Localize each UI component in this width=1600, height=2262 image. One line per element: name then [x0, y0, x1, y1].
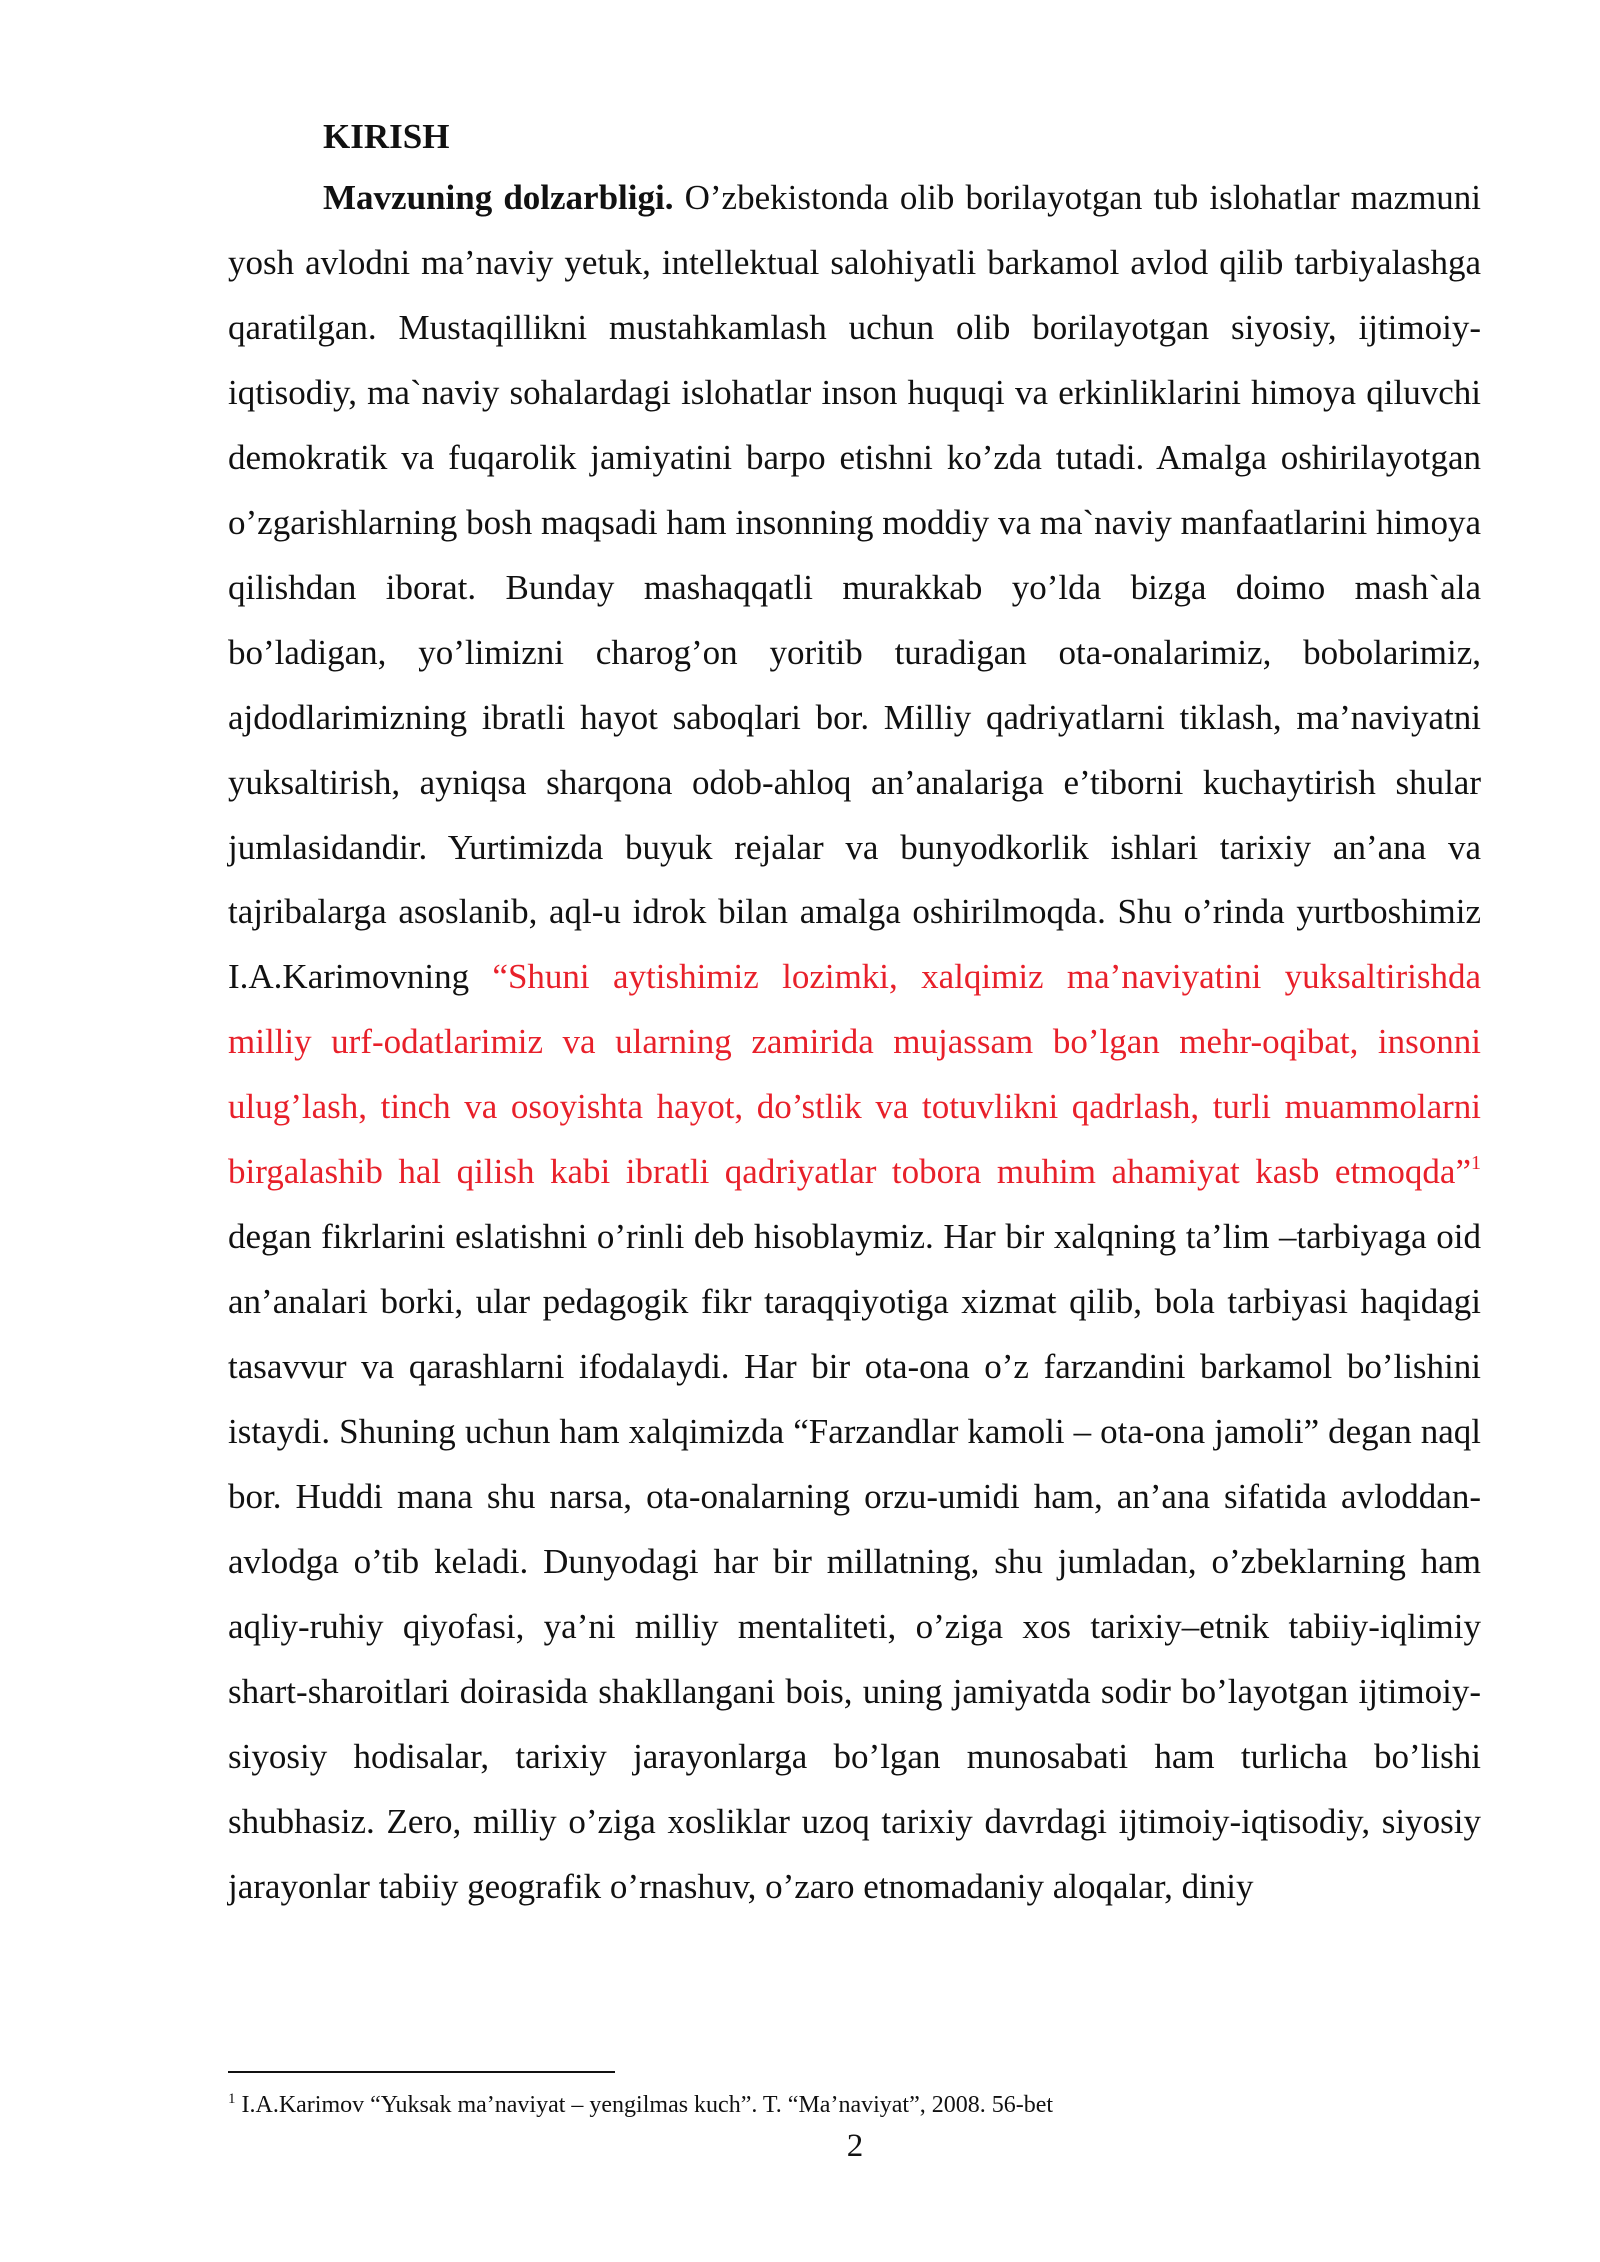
- paragraph-text-part-1: O’zbekistonda olib borilayotgan tub islohatlar mazmuni yosh avlodni ma’naviy yetuk, intellektual salohiyatli barkamol avlod qilib tarbiyalashga qaratilgan. Mustaqillikni mustahkamlash uchun olib borilayotgan siyosiy, ijtimoiy-iqtisodiy, ma`naviy sohalardagi islohatlar inson huquqi va erkinliklarini himoya qiluvchi demokratik va fuqarolik jamiyatini barpo etishni ko’zda tutadi. Amalga oshirilayotgan o’zgarishlarning bosh maqsadi ham insonning moddiy va ma`naviy manfaatlarini himoya qilishdan iborat. Bunday mashaqqatli murakkab yo’lda bizga doimo mash`ala bo’ladigan, yo’limizni charog’on yoritib turadigan ota-onalarimiz, bobolarimiz, ajdodlarimizning ibratli hayot saboqlari bor. Milliy qadriyatlarni tiklash, ma’naviyatni yuksaltirish, ayniqsa sharqona odob-ahloq an’analariga e’tiborni kuchaytirish shular jumlasidandir. Yurtimizda buyuk rejalar va bunyodkorlik ishlari tarixiy an’ana va tajribalarga asoslanib, aql-u idrok bilan amalga oshirilmoqda. Shu o’rinda yurtboshimiz I.A.Karimovning: [228, 178, 1481, 997]
- section-heading: KIRISH: [323, 117, 450, 156]
- footnote: [228, 2089, 1481, 2121]
- paragraph-text-part-2: degan fikrlarini eslatishni o’rinli deb hisoblaymiz. Har bir xalqning ta’lim –tarbiyaga oid an’analari borki, ular pedagogik fikr taraqqiyotiga xizmat qilib, bola tarbiyasi haqidagi tasavvur va qarashlarni ifodalaydi. Har bir ota-ona o’z farzandini barkamol bo’lishini istaydi. Shuning uchun ham xalqimizda “Farzandlar kamoli – ota-ona jamoli” degan naql bor. Huddi mana shu narsa, ota-onalarning orzu-umidi ham, an’ana sifatida avloddan-avlodga o’tib keladi. Dunyodagi har bir millatning, shu jumladan, o’zbeklarning ham aqliy-ruhiy qiyofasi, ya’ni milliy mentaliteti, o’ziga xos tarixiy–etnik tabiiy-iqlimiy shart-sharoitlari doirasida shakllangani bois, uning jamiyatda sodir bo’layotgan ijtimoiy-siyosiy hodisalar, tarixiy jarayonlarga bo’lgan munosabati ham turlicha bo’lishi shubhasiz. Zero, milliy o’ziga xosliklar uzoq tarixiy davrdagi ijtimoiy-iqtisodiy, siyosiy jarayonlar tabiiy geografik o’rnashuv, o’zaro etnomadaniy aloqalar, diniy: [228, 1217, 1481, 1906]
- page-number: 2: [846, 2128, 864, 2164]
- lead-term: Mavzuning dolzarbligi.: [323, 178, 674, 217]
- footnote-number: 1: [228, 2091, 236, 2107]
- footnote-reference[interactable]: 1: [1471, 1152, 1481, 1175]
- footnote-text: I.A.Karimov “Yuksak ma’naviyat – yengilmas kuch”. T. “Ma’naviyat”, 2008. 56-bet: [235, 2092, 1054, 2118]
- highlighted-quote: “Shuni aytishimiz lozimki, xalqimiz ma’naviyatini yuksaltirishda milliy urf-odatlarimiz va ularning zamirida mujassam bo’lgan mehr-oqibat, insonni ulug’lash, tinch va osoyishta hayot, do’stlik va totuvlikni qadrlash, turli muammolarni birgalashib hal qilish kabi ibratli qadriyatlar tobora muhim ahamiyat kasb etmoqda”: [228, 957, 1481, 1192]
- footnote-separator: [228, 2071, 615, 2073]
- body-paragraph: [228, 166, 1481, 1920]
